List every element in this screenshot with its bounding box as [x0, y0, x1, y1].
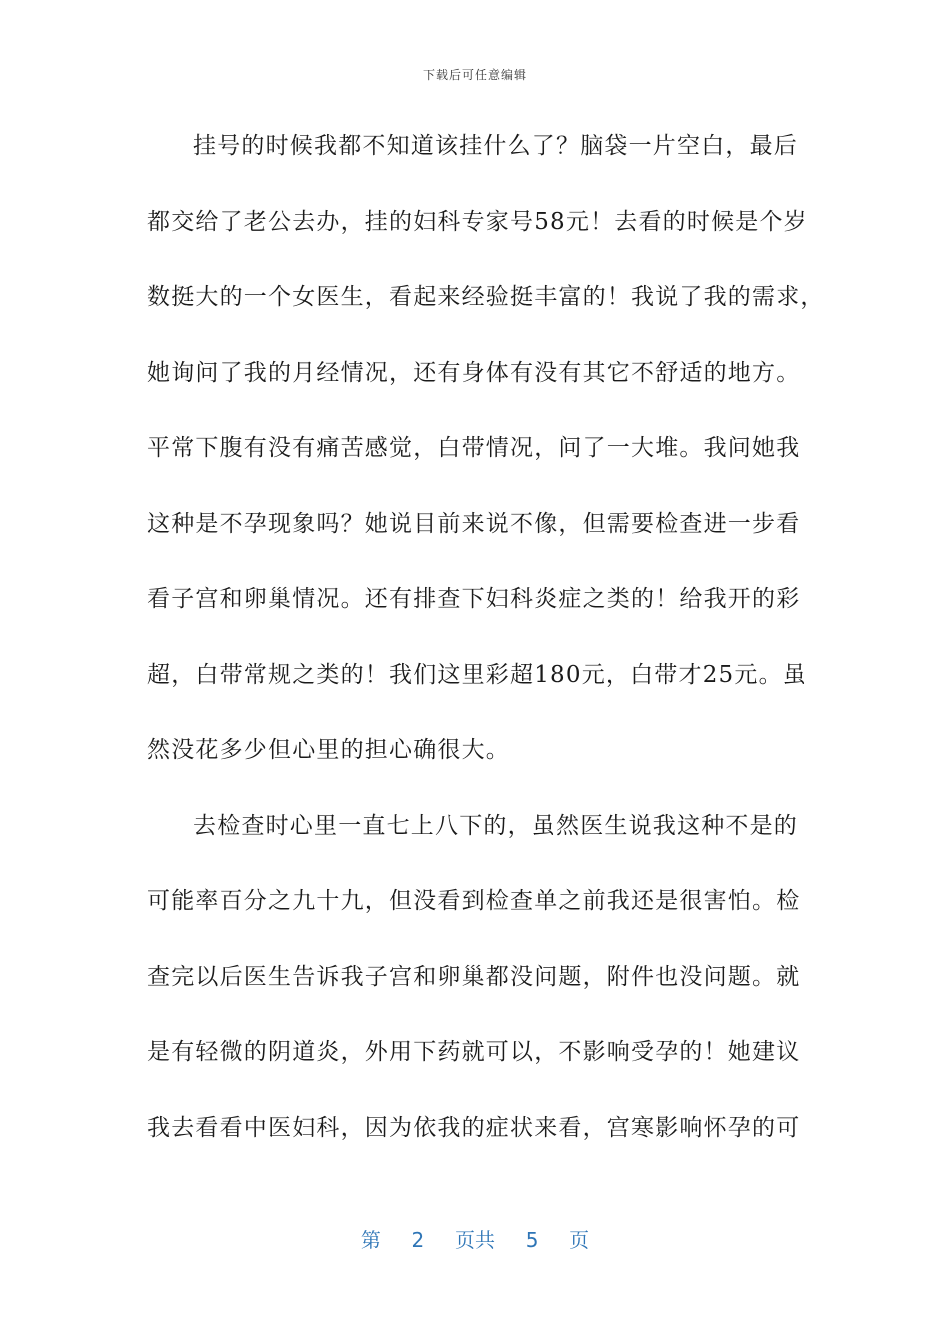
paragraph-line: 查完以后医生告诉我子宫和卵巢都没问题，附件也没问题。就	[147, 963, 801, 990]
paragraph-line: 超，白带常规之类的！我们这里彩超180元，白带才25元。虽	[147, 661, 807, 688]
paragraph-line: 平常下腹有没有痛苦感觉，白带情况，问了一大堆。我问她我	[147, 435, 801, 461]
paragraph-line: 可能率百分之九十九，但没看到检查单之前我还是很害怕。检	[147, 888, 801, 914]
page-header-note: 下载后可任意编辑	[422, 68, 527, 82]
document-body	[147, 120, 825, 1177]
paragraph-line: 这种是不孕现象吗？她说目前来说不像，但需要检查进一步看	[147, 510, 801, 537]
footer-current-page: 2	[411, 1228, 425, 1252]
paragraph-line: 去检查时心里一直七上八下的，虽然医生说我这种不是的	[193, 812, 798, 839]
paragraph-line: 都交给了老公去办，挂的妇科专家号58元！去看的时候是个岁	[147, 208, 808, 235]
paragraph-line: 我去看看中医妇科，因为依我的症状来看，宫寒影响怀孕的可	[147, 1114, 801, 1141]
footer-label-end: 页	[569, 1228, 590, 1252]
paragraph-2	[147, 800, 807, 1178]
footer-label-page: 第	[360, 1228, 381, 1252]
page-footer	[0, 1224, 950, 1253]
paragraph-line: 看子宫和卵巢情况。还有排查下妇科炎症之类的！给我开的彩	[147, 586, 801, 612]
paragraph-1	[147, 120, 825, 800]
paragraph-line: 然没花多少但心里的担心确很大。	[147, 737, 510, 763]
footer-total-pages: 5	[525, 1228, 539, 1252]
paragraph-line: 数挺大的一个女医生，看起来经验挺丰富的！我说了我的需求，	[147, 284, 825, 310]
paragraph-line: 是有轻微的阴道炎，外用下药就可以，不影响受孕的！她建议	[147, 1039, 801, 1065]
paragraph-line: 挂号的时候我都不知道该挂什么了？脑袋一片空白，最后	[193, 133, 798, 159]
paragraph-line: 她询问了我的月经情况，还有身体有没有其它不舒适的地方。	[147, 359, 801, 386]
footer-label-of: 页共	[455, 1228, 495, 1252]
